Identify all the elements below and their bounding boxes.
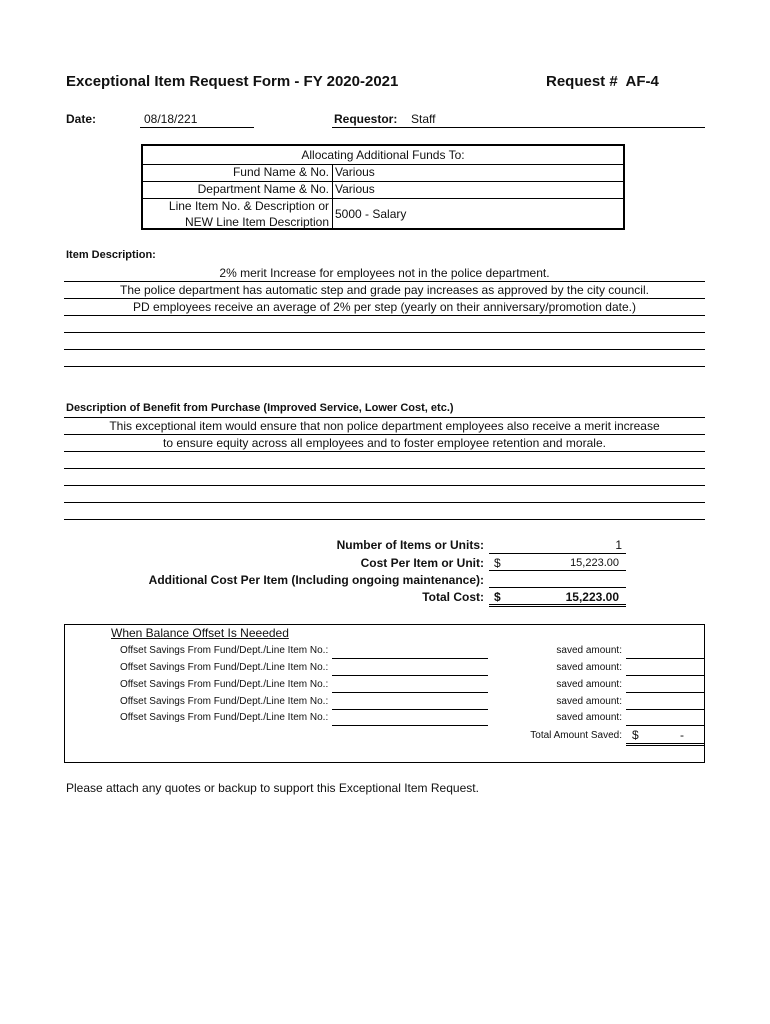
new-line-item-label: NEW Line Item Description — [184, 215, 329, 229]
offset-row-label: Offset Savings From Fund/Dept./Line Item No.: — [120, 662, 329, 673]
total-cost-currency: $ — [494, 590, 501, 604]
benefit-label: Description of Benefit from Purchase (Improved Service, Lower Cost, etc.) — [66, 402, 454, 414]
offset-row-input[interactable] — [332, 692, 488, 693]
benefit-line[interactable]: to ensure equity across all employees and to foster employee retention and morale. — [163, 436, 606, 450]
line-item-label: Line Item No. & Description or — [168, 199, 329, 213]
offset-row-input[interactable] — [332, 725, 488, 726]
request-label: Request # — [546, 73, 618, 90]
saved-amount-label: saved amount: — [556, 645, 622, 656]
requestor-underline — [332, 127, 705, 128]
fund-name-label: Fund Name & No. — [232, 165, 329, 179]
saved-amount-label: saved amount: — [556, 679, 622, 690]
offset-row-label: Offset Savings From Fund/Dept./Line Item No.: — [120, 679, 329, 690]
offset-row-input[interactable] — [332, 675, 488, 676]
offset-heading: When Balance Offset Is Neeeded — [111, 626, 289, 640]
additional-cost-label: Additional Cost Per Item (Including ongoing maintenance): — [148, 573, 484, 587]
total-cost-value[interactable]: 15,223.00 — [565, 590, 619, 604]
page-title: Exceptional Item Request Form - FY 2020-2021 — [66, 73, 399, 90]
total-cost-label: Total Cost: — [422, 590, 484, 604]
date-value[interactable]: 08/18/221 — [144, 112, 198, 126]
saved-amount-input[interactable] — [626, 725, 705, 726]
offset-row-input[interactable] — [332, 658, 488, 659]
saved-amount-input[interactable] — [626, 658, 705, 659]
item-description-line[interactable]: PD employees receive an average of 2% per step (yearly on their anniversary/promotion date.) — [133, 300, 636, 314]
request-value: AF-4 — [625, 73, 659, 90]
saved-amount-label: saved amount: — [556, 662, 622, 673]
saved-amount-label: saved amount: — [556, 712, 622, 723]
line-item-value[interactable]: 5000 - Salary — [335, 207, 407, 221]
request-number — [546, 73, 659, 90]
offset-row-label: Offset Savings From Fund/Dept./Line Item No.: — [120, 696, 329, 707]
offset-row-label: Offset Savings From Fund/Dept./Line Item No.: — [120, 712, 329, 723]
cost-per-value[interactable]: 15,223.00 — [570, 557, 619, 569]
benefit-line[interactable]: This exceptional item would ensure that non police department employees also receive a merit increase — [109, 419, 660, 433]
saved-amount-label: saved amount: — [556, 696, 622, 707]
date-underline — [140, 127, 254, 128]
item-description-line[interactable]: 2% merit Increase for employees not in the police department. — [219, 266, 550, 280]
saved-amount-input[interactable] — [626, 692, 705, 693]
item-description-label: Item Description: — [66, 249, 156, 261]
requestor-value[interactable]: Staff — [411, 112, 436, 126]
saved-amount-input[interactable] — [626, 675, 705, 676]
cost-per-currency: $ — [494, 556, 501, 570]
items-value[interactable]: 1 — [615, 538, 622, 552]
cost-per-label: Cost Per Item or Unit: — [360, 556, 484, 570]
total-saved-value[interactable]: - — [680, 728, 684, 742]
items-label: Number of Items or Units: — [336, 538, 484, 552]
department-name-label: Department Name & No. — [197, 182, 329, 196]
allocation-box — [141, 144, 625, 230]
total-saved-currency: $ — [632, 728, 639, 742]
saved-amount-input[interactable] — [626, 709, 705, 710]
fund-name-value[interactable]: Various — [335, 165, 375, 179]
requestor-label: Requestor: — [334, 112, 398, 126]
offset-row-input[interactable] — [332, 709, 488, 710]
department-name-value[interactable]: Various — [335, 182, 375, 196]
allocation-heading: Allocating Additional Funds To: — [301, 148, 465, 162]
item-description-line[interactable]: The police department has automatic step and grade pay increases as approved by the city council. — [120, 283, 649, 297]
offset-row-label: Offset Savings From Fund/Dept./Line Item No.: — [120, 645, 329, 656]
total-saved-label: Total Amount Saved: — [530, 730, 622, 741]
footer-note: Please attach any quotes or backup to support this Exceptional Item Request. — [66, 781, 479, 795]
date-label: Date: — [66, 112, 97, 126]
